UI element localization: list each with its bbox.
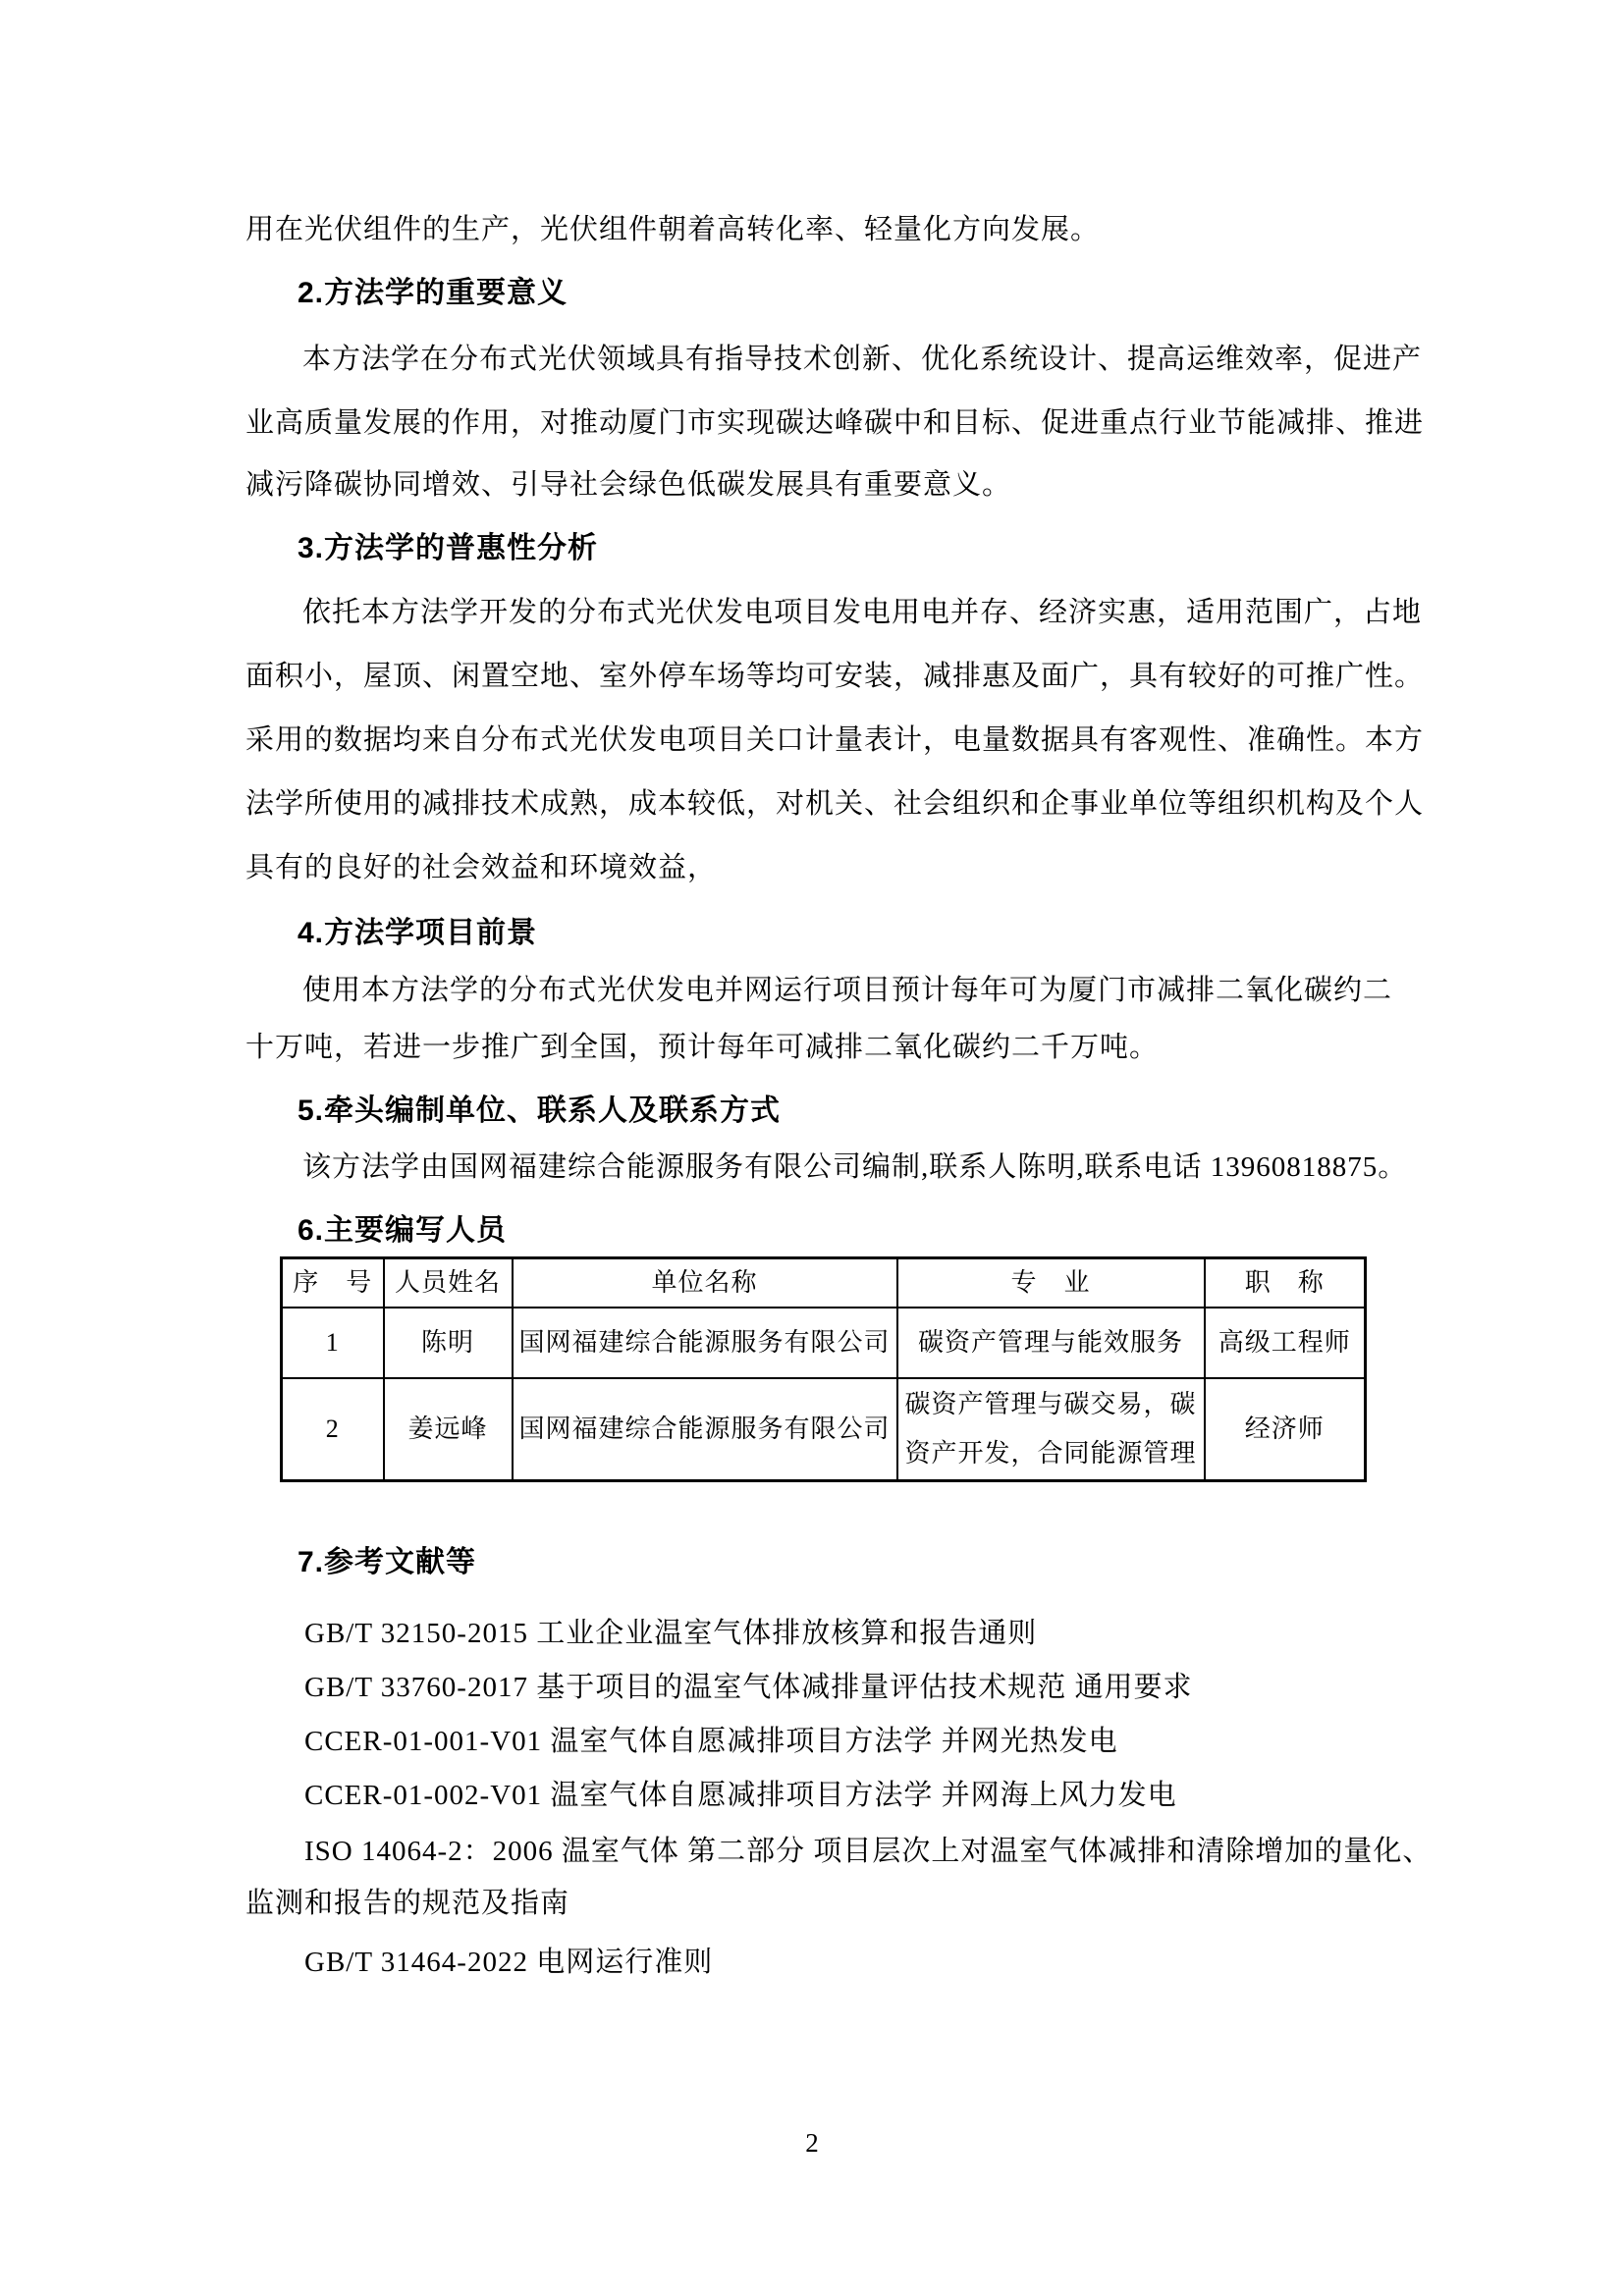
col-header-title: 职 称 xyxy=(1205,1258,1366,1308)
section-3-heading: 3.方法学的普惠性分析 xyxy=(298,532,599,564)
paragraph-line: 面积小，屋顶、闲置空地、室外停车场等均可安装，减排惠及面广，具有较好的可推广性。 xyxy=(245,661,1425,692)
section-6-heading: 6.主要编写人员 xyxy=(298,1214,508,1247)
reference-line: CCER-01-001-V01 温室气体自愿减排项目方法学 并网光热发电 xyxy=(304,1726,1118,1757)
paragraph-line: 该方法学由国网福建综合能源服务有限公司编制,联系人陈明,联系电话 13960818875。 xyxy=(302,1151,1408,1183)
col-header-major: 专 业 xyxy=(897,1258,1205,1308)
paragraph-line: 使用本方法学的分布式光伏发电并网运行项目预计每年可为厦门市减排二氧化碳约二 xyxy=(302,975,1393,1006)
paragraph-line: 法学所使用的减排技术成熟，成本较低，对机关、社会组织和企事业单位等组织机构及个人 xyxy=(245,788,1425,820)
paragraph-line: 本方法学在分布式光伏领域具有指导技术创新、优化系统设计、提高运维效率，促进产 xyxy=(302,344,1423,375)
col-header-org: 单位名称 xyxy=(513,1258,897,1308)
paragraph-line: 用在光伏组件的生产，光伏组件朝着高转化率、轻量化方向发展。 xyxy=(245,214,1101,245)
paragraph-line: 业高质量发展的作用，对推动厦门市实现碳达峰碳中和目标、促进重点行业节能减排、推进 xyxy=(245,407,1425,439)
table-header-row xyxy=(282,1258,1366,1308)
reference-line: GB/T 31464-2022 电网运行准则 xyxy=(304,1947,714,1978)
cell-name: 姜远峰 xyxy=(384,1378,513,1481)
paragraph-line: 依托本方法学开发的分布式光伏发电项目发电用电并存、经济实惠，适用范围广，占地 xyxy=(302,597,1423,628)
paragraph-line: 十万吨，若进一步推广到全国，预计每年可减排二氧化碳约二千万吨。 xyxy=(245,1032,1160,1063)
authors-table xyxy=(280,1256,1367,1482)
reference-line: ISO 14064-2：2006 温室气体 第二部分 项目层次上对温室气体减排和清除增加的量化、 xyxy=(304,1836,1433,1867)
section-4-heading: 4.方法学项目前景 xyxy=(298,917,538,949)
cell-index: 2 xyxy=(282,1378,384,1481)
paragraph-line: 减污降碳协同增效、引导社会绿色低碳发展具有重要意义。 xyxy=(245,469,1012,501)
reference-line: 监测和报告的规范及指南 xyxy=(245,1888,570,1919)
page-number: 2 xyxy=(805,2128,819,2158)
cell-title: 经济师 xyxy=(1205,1378,1366,1481)
cell-major: 碳资产管理与能效服务 xyxy=(897,1308,1205,1378)
cell-index: 1 xyxy=(282,1308,384,1378)
col-header-index: 序 号 xyxy=(282,1258,384,1308)
table-row xyxy=(282,1308,1366,1378)
cell-org: 国网福建综合能源服务有限公司 xyxy=(513,1378,897,1481)
section-7-heading: 7.参考文献等 xyxy=(298,1546,477,1578)
paragraph-line: 具有的良好的社会效益和环境效益， xyxy=(245,852,718,883)
reference-line: CCER-01-002-V01 温室气体自愿减排项目方法学 并网海上风力发电 xyxy=(304,1780,1177,1811)
table-row xyxy=(282,1378,1366,1481)
col-header-name: 人员姓名 xyxy=(384,1258,513,1308)
cell-org: 国网福建综合能源服务有限公司 xyxy=(513,1308,897,1378)
section-5-heading: 5.牵头编制单位、联系人及联系方式 xyxy=(298,1095,782,1127)
cell-name: 陈明 xyxy=(384,1308,513,1378)
section-2-heading: 2.方法学的重要意义 xyxy=(298,277,568,309)
cell-title: 高级工程师 xyxy=(1205,1308,1366,1378)
reference-line: GB/T 33760-2017 基于项目的温室气体减排量评估技术规范 通用要求 xyxy=(304,1672,1193,1703)
paragraph-line: 采用的数据均来自分布式光伏发电项目关口计量表计，电量数据具有客观性、准确性。本方 xyxy=(245,724,1425,756)
reference-line: GB/T 32150-2015 工业企业温室气体排放核算和报告通则 xyxy=(304,1618,1038,1649)
cell-major: 碳资产管理与碳交易，碳资产开发，合同能源管理 xyxy=(897,1378,1205,1481)
